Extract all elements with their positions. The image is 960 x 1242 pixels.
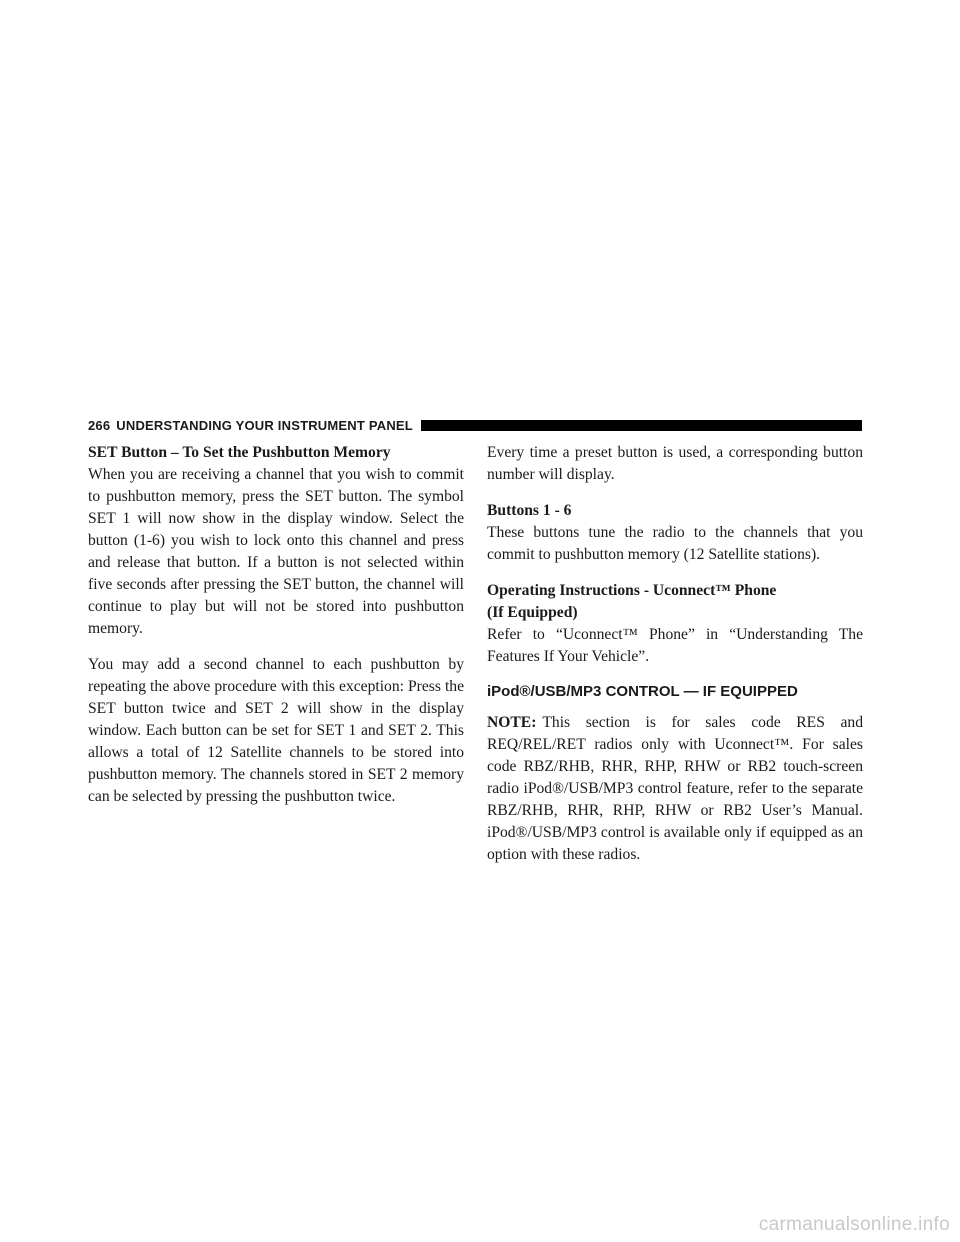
right-column: [487, 442, 863, 866]
paragraph-set-procedure: When you are receiving a channel that you wish to commit to pushbutton memory, press the SET button. The symbol SET 1 will now show in the display window. Select the button (1-6) you wish to lock onto this channel and press and release that button. If a button is not selected within five seconds after pressing the SET button, the channel will continue to play but will not be stored into pushbutton memory.: [88, 466, 464, 637]
heading-uconnect-line2: (If Equipped): [487, 604, 578, 621]
header-rule: [421, 420, 862, 431]
heading-set-button: SET Button – To Set the Pushbutton Memory: [88, 444, 391, 461]
paragraph-buttons: These buttons tune the radio to the channels that you commit to pushbutton memory (12 Satellite stations).: [487, 524, 863, 563]
watermark: carmanualsonline.info: [758, 1214, 950, 1235]
heading-buttons: Buttons 1 - 6: [487, 502, 572, 519]
page-number: 266: [88, 417, 111, 433]
paragraph-preset: Every time a preset button is used, a corresponding button number will display.: [487, 444, 863, 483]
section-title-header: UNDERSTANDING YOUR INSTRUMENT PANEL: [116, 417, 413, 433]
paragraph-second-channel: You may add a second channel to each pushbutton by repeating the above procedure with this exception: Press the SET button twice and SET 2 will show in the display window. Each button can be set for SET 1 and SET 2. This allows a total of 12 Satellite channels to be stored into pushbutton memory. The channels stored in SET 2 memory can be selected by pressing the pushbutton twice.: [88, 656, 464, 805]
note-paragraph: [487, 712, 863, 866]
note-label: NOTE:: [487, 714, 537, 731]
paragraph-uconnect: Refer to “Uconnect™ Phone” in “Understanding The Features If Your Vehicle”.: [487, 626, 863, 665]
section-ipod-title: iPod®/USB/MP3 CONTROL — IF EQUIPPED: [487, 683, 798, 700]
note-text: This section is for sales code RES and REQ/REL/RET radios only with Uconnect™. For sales code RBZ/RHB, RHR, RHP, RHW or RB2 touch-screen radio iPod®/USB/MP3 control feature, refer to the separate RBZ/RHB, RHR, RHP, RHW or RB2 User’s Manual. iPod®/USB/MP3 control is available only if equipped as an option with these radios.: [487, 714, 863, 863]
heading-uconnect-line1: Operating Instructions - Uconnect™ Phone: [487, 582, 777, 599]
left-column: [88, 442, 464, 808]
page-header: [88, 418, 862, 432]
